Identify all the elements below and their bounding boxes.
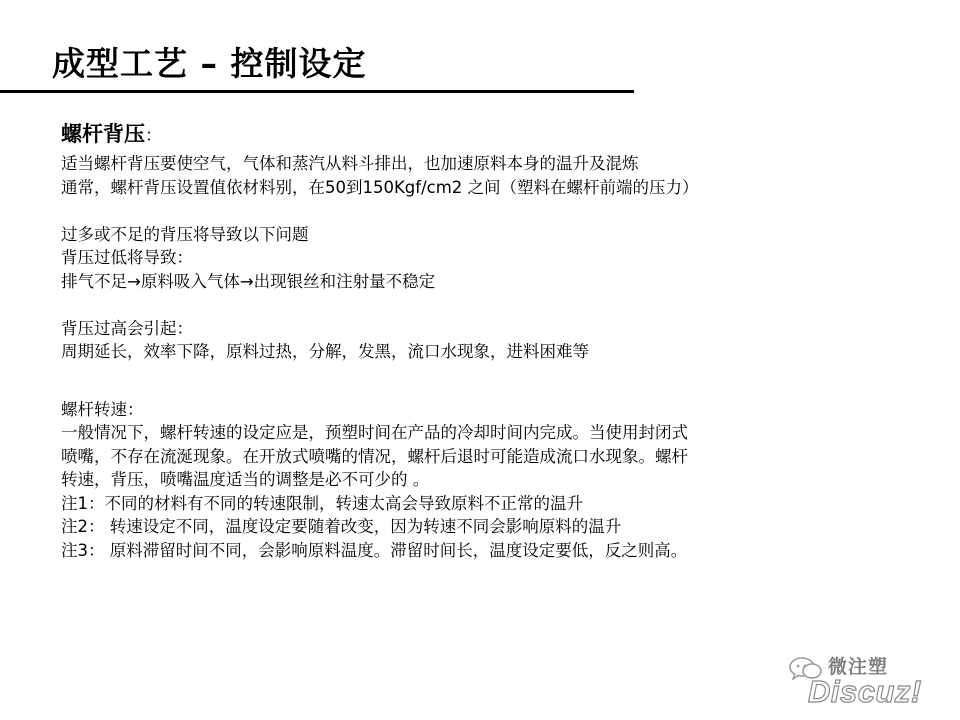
note-2: 注2： 转速设定不同，温度设定要随着改变，因为转速不同会影响原料的温升 — [61, 517, 622, 536]
note-1: 注1：不同的材料有不同的转速限制，转速太高会导致原料不正常的温升 — [61, 493, 583, 513]
back-pressure-line-1: 适当螺杆背压要使空气，气体和蒸汽从料斗排出，也加速原料本身的温升及混炼 — [61, 154, 639, 173]
back-pressure-heading — [61, 118, 921, 152]
screw-speed-heading: 螺杆转速： — [61, 399, 144, 419]
back-pressure-heading-colon: ： — [145, 126, 162, 146]
screw-speed-line-3: 转速，背压，喷嘴温度适当的调整是必不可少的 。 — [61, 470, 430, 489]
note-3: 注3： 原料滞留时间不同，会影响原料温度。滞留时间长，温度设定要低，反之则高。 — [61, 540, 688, 560]
slide-title: 成型工艺 – 控制设定 — [52, 44, 367, 83]
spacer — [61, 293, 921, 317]
watermark — [788, 652, 948, 712]
title-underline — [0, 90, 634, 93]
low-pressure-effect: 排气不足→原料吸入气体→出现银丝和注射量不稳定 — [61, 271, 436, 291]
low-pressure-heading: 背压过低将导致： — [61, 248, 193, 267]
screw-speed-line-1: 一般情况下，螺杆转速的设定应是，预塑时间在产品的冷却时间内完成。当使用封闭式 — [61, 423, 688, 442]
spacer — [61, 364, 921, 398]
back-pressure-line-2: 通常，螺杆背压设置值依材料别，在50到150Kgf/cm2 之间（塑料在螺杆前端的压力） — [61, 177, 699, 197]
slide-content — [61, 118, 921, 562]
high-pressure-effect: 周期延长，效率下降，原料过热，分解，发黑，流口水现象，进料困难等 — [61, 342, 589, 361]
problems-intro: 过多或不足的背压将导致以下问题 — [61, 224, 309, 244]
spacer — [61, 199, 921, 223]
watermark-account: 微注塑 — [828, 656, 889, 678]
watermark-brand: Discuz! — [808, 674, 922, 709]
screw-speed-line-2: 喷嘴，不存在流涎现象。在开放式喷嘴的情况，螺杆后退时可能造成流口水现象。螺杆 — [61, 446, 688, 466]
back-pressure-heading-text: 螺杆背压 — [61, 122, 145, 146]
high-pressure-heading: 背压过高会引起： — [61, 318, 193, 338]
